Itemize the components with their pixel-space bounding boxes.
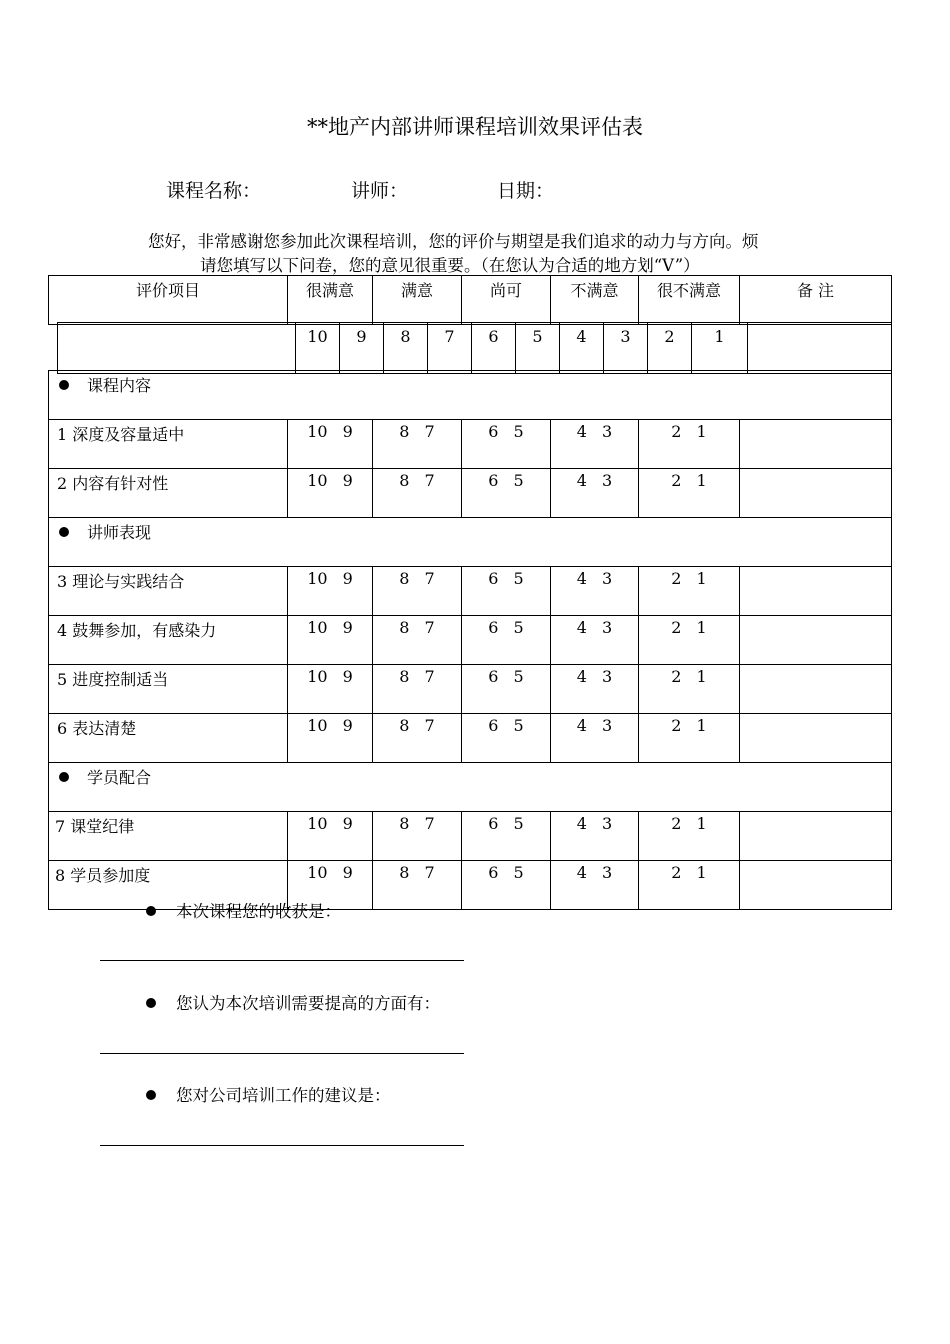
section-title: 学员配合	[87, 768, 152, 787]
header-acceptable: 尚可	[462, 276, 551, 325]
lecturer-label: 讲师：	[351, 180, 409, 202]
bullet-icon	[146, 1090, 156, 1100]
intro-text-line-1: 您好，非常感谢您参加此次课程培训，您的评价与期望是我们追求的动力与方向。烦	[148, 232, 759, 251]
course-name-label: 课程名称：	[166, 180, 262, 202]
bullet-icon	[146, 998, 156, 1008]
score-cell[interactable]: 2 1	[639, 714, 740, 763]
question-text: 本次课程您的收获是：	[176, 902, 341, 921]
rating-table-body	[48, 370, 892, 910]
score-cell[interactable]: 4 3	[551, 420, 639, 469]
score-cell[interactable]: 10 9	[288, 861, 373, 910]
score-cell[interactable]: 10 9	[288, 567, 373, 616]
score-number: 2	[648, 323, 692, 374]
header-very-dissatisfied: 很不满意	[639, 276, 740, 325]
score-cell[interactable]: 4 3	[551, 616, 639, 665]
score-number: 5	[516, 323, 560, 374]
score-cell[interactable]: 2 1	[639, 812, 740, 861]
score-number: 9	[340, 323, 384, 374]
score-row-blank	[58, 323, 296, 374]
score-number: 3	[604, 323, 648, 374]
score-cell[interactable]: 4 3	[551, 861, 639, 910]
score-cell[interactable]: 8 7	[373, 567, 462, 616]
score-cell[interactable]: 2 1	[639, 567, 740, 616]
table-row	[49, 812, 892, 861]
item-label: 8 学员参加度	[49, 861, 288, 910]
score-cell[interactable]: 2 1	[639, 420, 740, 469]
remarks-cell[interactable]	[740, 714, 892, 763]
score-cell[interactable]: 8 7	[373, 665, 462, 714]
question-text: 您认为本次培训需要提高的方面有：	[176, 994, 440, 1013]
score-cell[interactable]: 4 3	[551, 812, 639, 861]
section-title: 课程内容	[87, 376, 152, 395]
section-header	[49, 518, 892, 567]
score-cell[interactable]: 6 5	[462, 812, 551, 861]
rating-table-header	[48, 275, 892, 325]
score-cell[interactable]: 10 9	[288, 812, 373, 861]
remarks-cell[interactable]	[740, 812, 892, 861]
score-cell[interactable]: 6 5	[462, 714, 551, 763]
score-cell[interactable]: 2 1	[639, 665, 740, 714]
item-label: 6 表达清楚	[49, 714, 288, 763]
score-cell[interactable]: 8 7	[373, 469, 462, 518]
score-cell[interactable]: 4 3	[551, 567, 639, 616]
score-cell[interactable]: 2 1	[639, 616, 740, 665]
item-label: 2 内容有针对性	[49, 469, 288, 518]
item-label: 1 深度及容量适中	[49, 420, 288, 469]
score-number: 1	[692, 323, 748, 374]
section-title: 讲师表现	[87, 523, 152, 542]
section-header	[49, 371, 892, 420]
section-row	[49, 518, 892, 567]
answer-line-improvements[interactable]	[100, 1053, 464, 1054]
score-cell[interactable]: 8 7	[373, 714, 462, 763]
score-cell[interactable]: 10 9	[288, 616, 373, 665]
bullet-icon	[59, 772, 69, 782]
table-row	[49, 616, 892, 665]
question-suggestions	[146, 1082, 391, 1106]
bullet-icon	[146, 906, 156, 916]
score-row-remarks-blank	[748, 323, 892, 374]
item-label: 5 进度控制适当	[49, 665, 288, 714]
score-cell[interactable]: 10 9	[288, 714, 373, 763]
score-cell[interactable]: 6 5	[462, 616, 551, 665]
score-number: 6	[472, 323, 516, 374]
section-header	[49, 763, 892, 812]
question-text: 您对公司培训工作的建议是：	[176, 1086, 391, 1105]
score-cell[interactable]: 10 9	[288, 665, 373, 714]
section-row	[49, 763, 892, 812]
item-label: 3 理论与实践结合	[49, 567, 288, 616]
score-cell[interactable]: 4 3	[551, 469, 639, 518]
remarks-cell[interactable]	[740, 861, 892, 910]
score-cell[interactable]: 10 9	[288, 469, 373, 518]
score-cell[interactable]: 8 7	[373, 420, 462, 469]
score-cell[interactable]: 4 3	[551, 714, 639, 763]
header-very-satisfied: 很满意	[288, 276, 373, 325]
item-label: 7 课堂纪律	[49, 812, 288, 861]
header-dissatisfied: 不满意	[551, 276, 639, 325]
score-cell[interactable]: 4 3	[551, 665, 639, 714]
score-cell[interactable]: 8 7	[373, 812, 462, 861]
score-number: 7	[428, 323, 472, 374]
score-number: 10	[296, 323, 340, 374]
bullet-icon	[59, 380, 69, 390]
date-label: 日期：	[497, 180, 555, 202]
remarks-cell[interactable]	[740, 469, 892, 518]
score-cell[interactable]: 2 1	[639, 861, 740, 910]
score-cell[interactable]: 6 5	[462, 469, 551, 518]
score-cell[interactable]: 10 9	[288, 420, 373, 469]
score-cell[interactable]: 6 5	[462, 420, 551, 469]
score-number-row	[57, 322, 892, 374]
remarks-cell[interactable]	[740, 616, 892, 665]
header-remarks: 备 注	[740, 276, 892, 325]
table-row	[49, 665, 892, 714]
score-cell[interactable]: 8 7	[373, 861, 462, 910]
header-evaluation-item: 评价项目	[49, 276, 288, 325]
table-row	[49, 420, 892, 469]
question-improvements	[146, 990, 440, 1014]
page-title: **地产内部讲师课程培训效果评估表	[307, 115, 643, 139]
header-satisfied: 满意	[373, 276, 462, 325]
score-cell[interactable]: 6 5	[462, 567, 551, 616]
score-cell[interactable]: 6 5	[462, 665, 551, 714]
section-row	[49, 371, 892, 420]
remarks-cell[interactable]	[740, 567, 892, 616]
table-row	[49, 469, 892, 518]
score-number: 4	[560, 323, 604, 374]
table-row	[49, 714, 892, 763]
intro-text-line-2: 请您填写以下问卷，您的意见很重要。（在您认为合适的地方划“V”）	[200, 256, 700, 275]
remarks-cell[interactable]	[740, 420, 892, 469]
score-number: 8	[384, 323, 428, 374]
bullet-icon	[59, 527, 69, 537]
remarks-cell[interactable]	[740, 665, 892, 714]
item-label: 4 鼓舞参加，有感染力	[49, 616, 288, 665]
score-cell[interactable]: 6 5	[462, 861, 551, 910]
answer-line-suggestions[interactable]	[100, 1145, 464, 1146]
answer-line-gains[interactable]	[100, 960, 464, 961]
question-gains	[146, 898, 341, 922]
score-cell[interactable]: 8 7	[373, 616, 462, 665]
table-row	[49, 567, 892, 616]
score-cell[interactable]: 2 1	[639, 469, 740, 518]
